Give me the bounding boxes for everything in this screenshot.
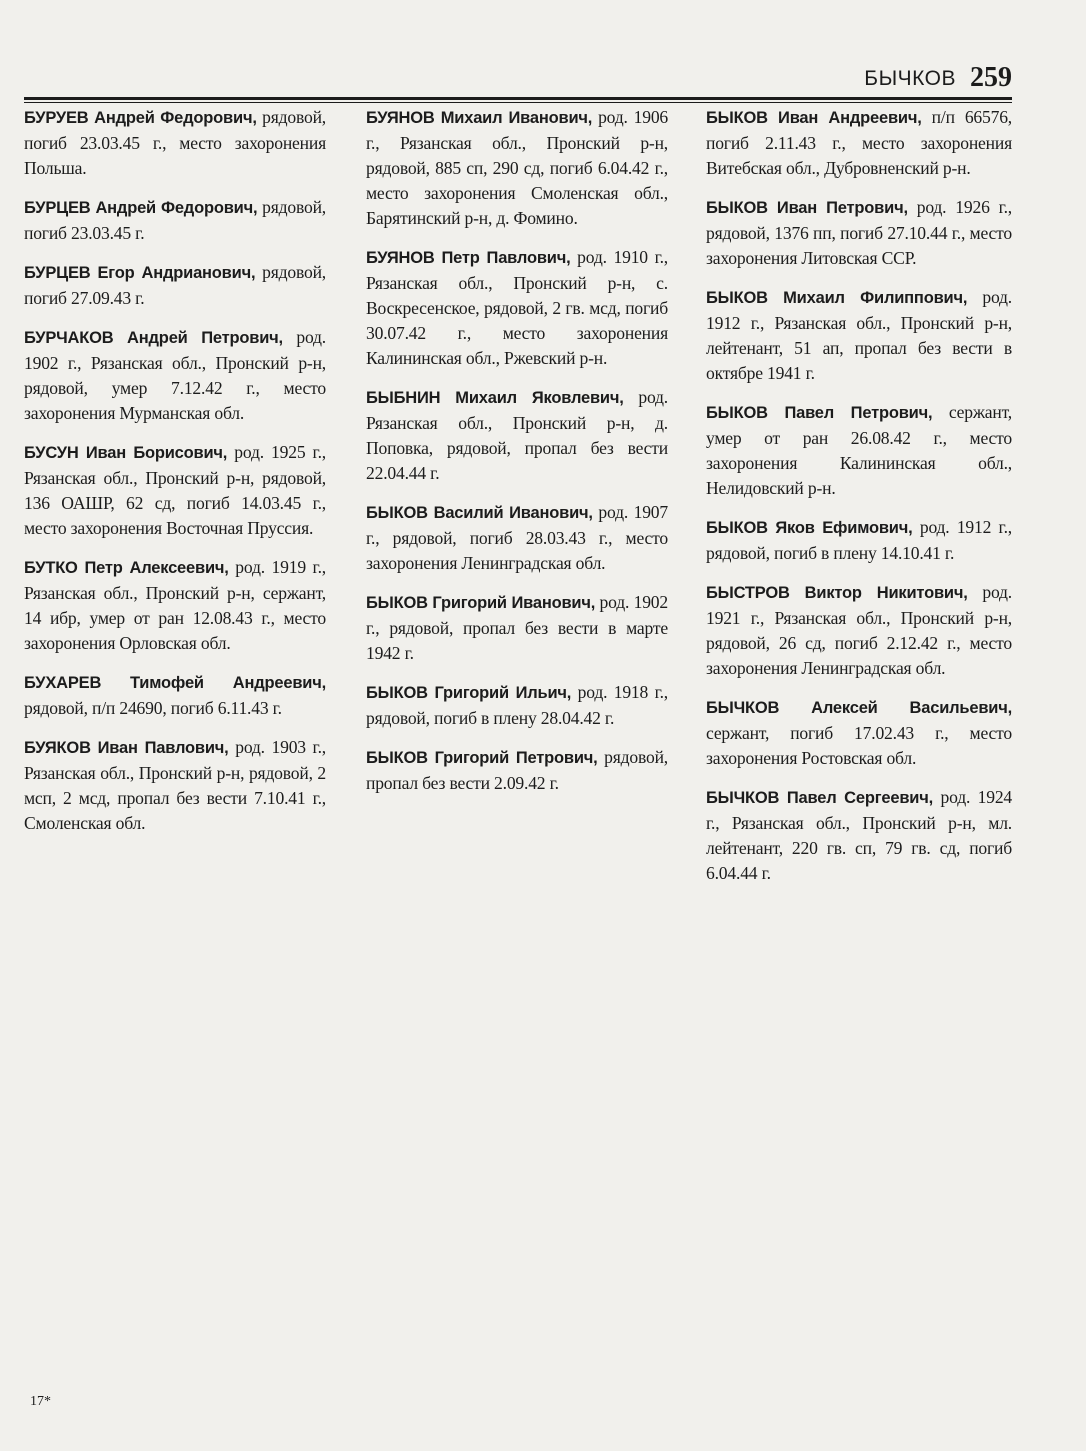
entry-text: род. 1907 г., рядовой, погиб 28.03.43 г., место захоронения Ленинградская обл. xyxy=(366,502,668,573)
entry xyxy=(706,580,1012,681)
entry-text: род. 1926 г., рядовой, 1376 пп, погиб 27.10.44 г., место захоронения Литовская ССР. xyxy=(706,197,1012,268)
entry-name: БЫЧКОВ Павел Сергеевич, xyxy=(706,789,934,807)
entry xyxy=(706,515,1012,566)
entry xyxy=(24,555,326,656)
entry-text: род. 1925 г., Рязанская обл., Пронский р-н, рядовой, 136 ОАШР, 62 сд, погиб 14.03.45 г., место захоронения Восточная Пруссия. xyxy=(24,442,326,538)
entry-text: сержант, погиб 17.02.43 г., место захоронения Ростовская обл. xyxy=(706,723,1012,768)
entry-name: БУСУН Иван Борисович, xyxy=(24,444,228,462)
entry-text: рядовой, пропал без вести 2.09.42 г. xyxy=(366,747,668,793)
entry xyxy=(706,695,1012,771)
entry-text: сержант, умер от ран 26.08.42 г., место захоронения Калининская обл., Нелидовский р-н. xyxy=(706,402,1012,498)
column-2 xyxy=(366,105,668,810)
entry-name: БЫКОВ Михаил Филиппович, xyxy=(706,289,968,307)
entry-name: БЫКОВ Григорий Иванович, xyxy=(366,594,596,612)
entry-text: род. Рязанская обл., Пронский р-н, д. Поповка, рядовой, пропал без вести 22.04.44 г. xyxy=(366,387,668,483)
entry xyxy=(366,245,668,371)
entry-name: БЫКОВ Григорий Ильич, xyxy=(366,684,572,702)
entry-text: рядовой, погиб 23.03.45 г. xyxy=(24,197,326,243)
entry-text: род. 1902 г., рядовой, пропал без вести в марте 1942 г. xyxy=(366,592,668,663)
header-rule-thin xyxy=(24,102,1012,103)
entry xyxy=(24,670,326,721)
entry-text: род. 1912 г., Рязанская обл., Пронский р-н, лейтенант, 51 ап, пропал без вести в октябре 1941 г. xyxy=(706,287,1012,383)
entry xyxy=(24,440,326,541)
entry xyxy=(24,325,326,426)
entry xyxy=(24,735,326,836)
entry-text: рядовой, погиб 23.03.45 г., место захоронения Польша. xyxy=(24,107,326,178)
entry-text: рядовой, п/п 24690, погиб 6.11.43 г. xyxy=(24,698,282,718)
entry-name: БУЯНОВ Петр Павлович, xyxy=(366,249,571,267)
column-1 xyxy=(24,105,326,850)
entry xyxy=(24,105,326,181)
entry-text: род. 1921 г., Рязанская обл., Пронский р-н, рядовой, 26 сд, погиб 2.12.42 г., место захоронения Ленинградская обл. xyxy=(706,582,1012,678)
entry xyxy=(366,105,668,231)
header-rule xyxy=(24,97,1012,100)
entry xyxy=(366,590,668,666)
entry xyxy=(706,195,1012,271)
entry-name: БЫКОВ Василий Иванович, xyxy=(366,504,593,522)
entry-text: род. 1912 г., рядовой, погиб в плену 14.10.41 г. xyxy=(706,517,1012,563)
entry-text: род. 1910 г., Рязанская обл., Пронский р-н, с. Воскресенское, рядовой, 2 гв. мсд, погиб 30.07.42 г., место захоронения Калининская обл., Ржевский р-н. xyxy=(366,247,668,368)
entry-name: БЫКОВ Иван Петрович, xyxy=(706,199,908,217)
entry-name: БЫСТРОВ Виктор Никитович, xyxy=(706,584,968,602)
column-3 xyxy=(706,105,1012,900)
entry-text: род. 1902 г., Рязанская обл., Пронский р-н, рядовой, умер 7.12.42 г., место захоронения Мурманская обл. xyxy=(24,327,326,423)
page-header xyxy=(24,62,1012,94)
entry xyxy=(366,500,668,576)
entry-name: БУХАРЕВ Тимофей Андреевич, xyxy=(24,674,326,692)
entry-name: БЫКОВ Павел Петрович, xyxy=(706,404,933,422)
entry-text: род. 1906 г., Рязанская обл., Пронский р-н, рядовой, 885 сп, 290 сд, погиб 6.04.42 г., место захоронения Смоленская обл., Барятинский р-н, д. Фомино. xyxy=(366,107,669,228)
entry xyxy=(366,385,668,486)
entry-name: БЫБНИН Михаил Яковлевич, xyxy=(366,389,624,407)
entry-text: род. 1919 г., Рязанская обл., Пронский р-н, сержант, 14 ибр, умер от ран 12.08.43 г., место захоронения Орловская обл. xyxy=(24,557,326,653)
entry-name: БЫКОВ Григорий Петрович, xyxy=(366,749,598,767)
page-number: 259 xyxy=(970,62,1012,93)
running-head: БЫЧКОВ xyxy=(864,67,956,90)
entry xyxy=(366,680,668,731)
entry-name: БУРУЕВ Андрей Федорович, xyxy=(24,109,257,127)
entry-text: род. 1924 г., Рязанская обл., Пронский р-н, мл. лейтенант, 220 гв. сп, 79 гв. сд, погиб 6.04.44 г. xyxy=(706,787,1013,883)
entry xyxy=(24,195,326,246)
entry-name: БЫКОВ Яков Ефимович, xyxy=(706,519,913,537)
entry-name: БУЯНОВ Михаил Иванович, xyxy=(366,109,593,127)
entry-name: БУРЦЕВ Андрей Федорович, xyxy=(24,199,258,217)
entry-text: род. 1918 г., рядовой, погиб в плену 28.04.42 г. xyxy=(366,682,668,728)
entry-name: БУРЧАКОВ Андрей Петрович, xyxy=(24,329,283,347)
entry-text: п/п 66576, погиб 2.11.43 г., место захоронения Витебская обл., Дубровненский р-н. xyxy=(706,107,1013,178)
entry-name: БУТКО Петр Алексеевич, xyxy=(24,559,229,577)
entry xyxy=(706,785,1012,886)
entry xyxy=(706,285,1012,386)
entry-text: род. 1903 г., Рязанская обл., Пронский р-н, рядовой, 2 мсп, 2 мсд, пропал без вести 7.10.41 г., Смоленская обл. xyxy=(24,737,326,833)
entry-name: БУЯКОВ Иван Павлович, xyxy=(24,739,229,757)
entry-text: рядовой, погиб 27.09.43 г. xyxy=(24,262,326,308)
entry-name: БУРЦЕВ Егор Андрианович, xyxy=(24,264,256,282)
entry xyxy=(366,745,668,796)
entry xyxy=(24,260,326,311)
entry-name: БЫКОВ Иван Андреевич, xyxy=(706,109,922,127)
signature-mark: 17* xyxy=(30,1394,51,1409)
entry-name: БЫЧКОВ Алексей Васильевич, xyxy=(706,699,1012,717)
entry xyxy=(706,400,1012,501)
entry xyxy=(706,105,1012,181)
